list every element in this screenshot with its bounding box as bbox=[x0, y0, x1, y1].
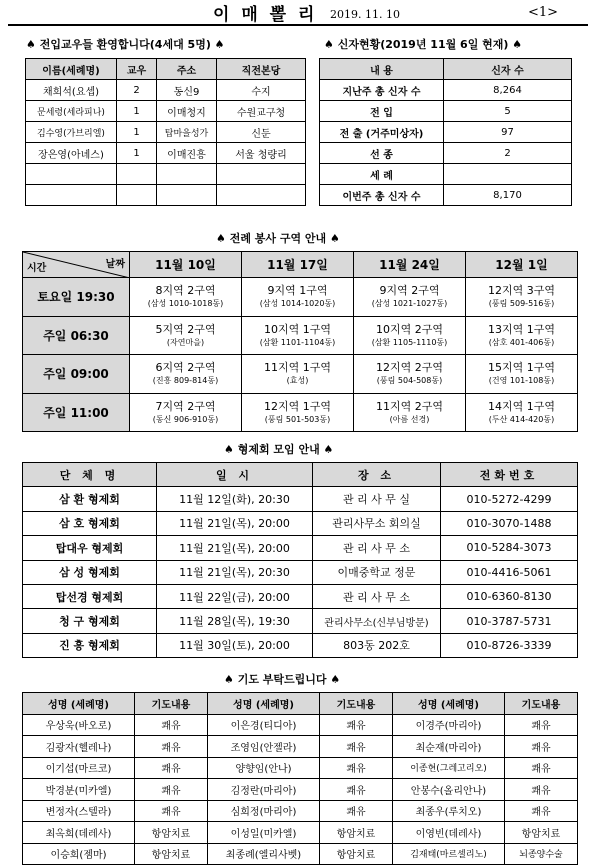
date-header: 11월 24일 bbox=[354, 252, 466, 278]
service-title: ♠ 전례 봉사 구역 안내 ♠ bbox=[216, 232, 340, 245]
prayer-intent: 쾌유 bbox=[320, 714, 393, 736]
prayer-intent: 쾌유 bbox=[320, 736, 393, 758]
person-name: 이승희(젬마) bbox=[23, 843, 135, 865]
person-name: 심희정(마리아) bbox=[208, 800, 320, 822]
table-cell: 문세령(세라피나) bbox=[26, 101, 117, 122]
phone-number: 010-6360-8130 bbox=[441, 584, 578, 608]
meetings-table bbox=[22, 462, 578, 658]
meeting-time: 11월 22일(금), 20:00 bbox=[157, 584, 313, 608]
table-cell: 이매청지 bbox=[157, 101, 217, 122]
zone-name: 7지역 2구역 bbox=[155, 399, 216, 413]
phone-number: 010-8726-3339 bbox=[441, 633, 578, 657]
meeting-time: 11월 21일(목), 20:30 bbox=[157, 560, 313, 584]
phone-number: 010-3070-1488 bbox=[441, 511, 578, 535]
table-cell bbox=[217, 185, 306, 206]
prayer-intent: 쾌유 bbox=[135, 779, 208, 801]
meeting-place: 관 리 사 무 소 bbox=[313, 536, 441, 560]
zone-cell bbox=[130, 355, 242, 394]
person-name: 이종현(그레고리오) bbox=[393, 757, 505, 779]
prayer-header-row bbox=[23, 693, 578, 715]
zone-cell bbox=[242, 355, 354, 394]
prayer-intent: 쾌유 bbox=[320, 779, 393, 801]
stat-label: 전 입 bbox=[320, 101, 444, 122]
person-name: 양향임(안나) bbox=[208, 757, 320, 779]
stat-value: 5 bbox=[444, 101, 572, 122]
meeting-place: 관 리 사 무 소 bbox=[313, 584, 441, 608]
person-name: 우상욱(바오로) bbox=[23, 714, 135, 736]
table-cell: 채희석(요셉) bbox=[26, 80, 117, 101]
prayer-intent: 쾌유 bbox=[320, 800, 393, 822]
meetings-title: ♠ 형제회 모임 안내 ♠ bbox=[224, 443, 334, 456]
table-row bbox=[26, 185, 306, 206]
table-cell bbox=[217, 164, 306, 185]
table-cell: 동신9 bbox=[157, 80, 217, 101]
zone-name: 12지역 1구역 bbox=[264, 399, 331, 413]
table-row bbox=[23, 355, 578, 394]
zone-cell bbox=[466, 316, 578, 355]
corner-date-label: 날짜 bbox=[105, 259, 125, 270]
person-name: 이은경(티디아) bbox=[208, 714, 320, 736]
zone-cell bbox=[242, 393, 354, 432]
column-header: 단 체 명 bbox=[23, 463, 157, 487]
table-cell: 1 bbox=[117, 143, 157, 164]
table-cell: 신둔 bbox=[217, 122, 306, 143]
column-header: 신자 수 bbox=[444, 59, 572, 80]
zone-cell bbox=[242, 278, 354, 317]
zone-detail: (효성) bbox=[286, 376, 309, 386]
table-row bbox=[320, 80, 572, 101]
zone-cell bbox=[130, 316, 242, 355]
table-row bbox=[23, 779, 578, 801]
table-cell: 서울 청량리 bbox=[217, 143, 306, 164]
prayer-intent: 쾌유 bbox=[505, 736, 578, 758]
zone-cell bbox=[130, 393, 242, 432]
page-number: <1> bbox=[528, 5, 559, 20]
table-row bbox=[23, 843, 578, 865]
person-name: 이기섭(마르코) bbox=[23, 757, 135, 779]
prayer-intent: 쾌유 bbox=[505, 757, 578, 779]
column-header: 성명 (세례명) bbox=[393, 693, 505, 715]
table-row bbox=[23, 536, 578, 560]
corner-time-label: 시간 bbox=[27, 263, 47, 274]
zone-cell bbox=[354, 316, 466, 355]
meeting-place: 관 리 사 무 실 bbox=[313, 487, 441, 511]
zone-detail: (두산 414-420동) bbox=[488, 414, 555, 424]
prayer-intent: 쾌유 bbox=[505, 800, 578, 822]
group-name: 탑선경 형제회 bbox=[23, 584, 157, 608]
zone-detail: (삼환 1105-1110동) bbox=[371, 337, 448, 347]
group-name: 청 구 형제회 bbox=[23, 609, 157, 633]
group-name: 삼 성 형제회 bbox=[23, 560, 157, 584]
welcome-table bbox=[25, 58, 306, 206]
date-header: 11월 10일 bbox=[130, 252, 242, 278]
zone-cell bbox=[354, 278, 466, 317]
table-row bbox=[23, 393, 578, 432]
person-name: 김광자(헬레나) bbox=[23, 736, 135, 758]
zone-cell bbox=[466, 355, 578, 394]
zone-name: 11지역 2구역 bbox=[376, 399, 443, 413]
person-name: 변정자(스텔라) bbox=[23, 800, 135, 822]
table-cell: 수원교구청 bbox=[217, 101, 306, 122]
zone-name: 10지역 1구역 bbox=[264, 322, 331, 336]
column-header: 내 용 bbox=[320, 59, 444, 80]
stat-label: 지난주 총 신자 수 bbox=[320, 80, 444, 101]
group-name: 탑대우 형제회 bbox=[23, 536, 157, 560]
prayer-intent: 쾌유 bbox=[505, 779, 578, 801]
mass-time: 토요일 19:30 bbox=[23, 278, 130, 317]
table-cell bbox=[117, 185, 157, 206]
welcome-header-row bbox=[26, 59, 306, 80]
person-name: 조영임(안젤라) bbox=[208, 736, 320, 758]
table-cell: 2 bbox=[117, 80, 157, 101]
prayer-title: ♠ 기도 부탁드립니다 ♠ bbox=[224, 673, 341, 686]
prayer-intent: 쾌유 bbox=[135, 800, 208, 822]
column-header: 성명 (세례명) bbox=[23, 693, 135, 715]
table-row bbox=[23, 822, 578, 844]
mass-time: 주일 11:00 bbox=[23, 393, 130, 432]
table-row bbox=[26, 101, 306, 122]
zone-name: 6지역 2구역 bbox=[155, 361, 216, 375]
person-name: 최종례(엘리사벳) bbox=[208, 843, 320, 865]
table-cell bbox=[26, 185, 117, 206]
bulletin-title: 이 매 뽈 리 bbox=[213, 5, 318, 25]
person-name: 이경주(마리아) bbox=[393, 714, 505, 736]
zone-name: 9지역 2구역 bbox=[379, 284, 440, 298]
zone-cell bbox=[354, 393, 466, 432]
table-row bbox=[23, 278, 578, 317]
stat-value: 8,170 bbox=[444, 185, 572, 206]
table-row bbox=[26, 122, 306, 143]
zone-name: 15지역 1구역 bbox=[488, 361, 555, 375]
column-header: 성명 (세례명) bbox=[208, 693, 320, 715]
table-cell bbox=[26, 164, 117, 185]
prayer-intent: 항암치료 bbox=[505, 822, 578, 844]
meeting-place: 관리사무소 회의실 bbox=[313, 511, 441, 535]
prayer-table bbox=[22, 692, 578, 865]
phone-number: 010-5284-3073 bbox=[441, 536, 578, 560]
zone-detail: (삼호 401-406동) bbox=[488, 337, 555, 347]
zone-detail: (풍림 509-516동) bbox=[488, 299, 555, 309]
zone-cell bbox=[466, 393, 578, 432]
table-row bbox=[23, 609, 578, 633]
stat-label: 세 례 bbox=[320, 164, 444, 185]
table-cell: 이매진흥 bbox=[157, 143, 217, 164]
meeting-time: 11월 28일(목), 19:30 bbox=[157, 609, 313, 633]
table-cell bbox=[157, 164, 217, 185]
zone-name: 5지역 2구역 bbox=[155, 322, 216, 336]
table-row bbox=[23, 584, 578, 608]
zone-name: 12지역 2구역 bbox=[376, 361, 443, 375]
zone-detail: (삼성 1021-1027동) bbox=[371, 299, 448, 309]
column-header: 이름(세례명) bbox=[26, 59, 117, 80]
person-name: 최종우(루치오) bbox=[393, 800, 505, 822]
zone-detail: (아름 선경) bbox=[389, 414, 430, 424]
person-name: 최순재(마리아) bbox=[393, 736, 505, 758]
phone-number: 010-4416-5061 bbox=[441, 560, 578, 584]
stat-label: 전 출 (거주미상자) bbox=[320, 122, 444, 143]
zone-detail: (동신 906-910동) bbox=[152, 414, 219, 424]
welcome-title: ♠ 전입교우들 환영합니다(4세대 5명) ♠ bbox=[26, 38, 225, 51]
prayer-intent: 항암치료 bbox=[135, 822, 208, 844]
meeting-time: 11월 12일(화), 20:30 bbox=[157, 487, 313, 511]
column-header: 주소 bbox=[157, 59, 217, 80]
date-header: 11월 17일 bbox=[242, 252, 354, 278]
meeting-place: 이매중학교 정문 bbox=[313, 560, 441, 584]
prayer-intent: 항암치료 bbox=[135, 843, 208, 865]
zone-detail: (자연마을) bbox=[166, 337, 205, 347]
service-header-row bbox=[23, 252, 578, 278]
table-row bbox=[320, 185, 572, 206]
table-row bbox=[23, 560, 578, 584]
column-header: 장 소 bbox=[313, 463, 441, 487]
group-name: 삼 호 형제회 bbox=[23, 511, 157, 535]
bulletin-date: 2019. 11. 10 bbox=[330, 8, 400, 21]
mass-time: 주일 06:30 bbox=[23, 316, 130, 355]
meeting-time: 11월 30일(토), 20:00 bbox=[157, 633, 313, 657]
column-header: 기도내용 bbox=[505, 693, 578, 715]
column-header: 일 시 bbox=[157, 463, 313, 487]
table-row bbox=[26, 164, 306, 185]
stats-header-row bbox=[320, 59, 572, 80]
table-cell: 장은영(아녜스) bbox=[26, 143, 117, 164]
stat-label: 선 종 bbox=[320, 143, 444, 164]
column-header: 기도내용 bbox=[135, 693, 208, 715]
stat-value bbox=[444, 164, 572, 185]
zone-detail: (건영 101-108동) bbox=[488, 376, 555, 386]
column-header: 직전본당 bbox=[217, 59, 306, 80]
table-row bbox=[23, 736, 578, 758]
prayer-intent: 쾌유 bbox=[135, 757, 208, 779]
zone-detail: (삼성 1014-1020동) bbox=[259, 299, 336, 309]
stat-value: 8,264 bbox=[444, 80, 572, 101]
zone-detail: (풍림 504-508동) bbox=[376, 376, 443, 386]
person-name: 박경분(미카엘) bbox=[23, 779, 135, 801]
prayer-intent: 쾌유 bbox=[135, 714, 208, 736]
table-cell bbox=[117, 164, 157, 185]
person-name: 김재태(마르셀리노) bbox=[393, 843, 505, 865]
table-row bbox=[23, 800, 578, 822]
meetings-header-row bbox=[23, 463, 578, 487]
table-row bbox=[23, 316, 578, 355]
stats-table bbox=[319, 58, 572, 206]
table-cell: 탑마을성가 bbox=[157, 122, 217, 143]
person-name: 최옥희(데레사) bbox=[23, 822, 135, 844]
prayer-intent: 쾌유 bbox=[320, 757, 393, 779]
zone-detail: (풍림 501-503동) bbox=[264, 414, 331, 424]
table-row bbox=[26, 80, 306, 101]
zone-name: 11지역 1구역 bbox=[264, 361, 331, 375]
table-row bbox=[23, 714, 578, 736]
zone-name: 14지역 1구역 bbox=[488, 399, 555, 413]
service-table bbox=[22, 251, 578, 432]
table-cell: 1 bbox=[117, 101, 157, 122]
person-name: 김정란(마리아) bbox=[208, 779, 320, 801]
meeting-place: 관리사무소(신부님방문) bbox=[313, 609, 441, 633]
table-row bbox=[23, 487, 578, 511]
meeting-time: 11월 21일(목), 20:00 bbox=[157, 511, 313, 535]
zone-cell bbox=[466, 278, 578, 317]
zone-detail: (삼환 1101-1104동) bbox=[259, 337, 336, 347]
zone-name: 8지역 2구역 bbox=[155, 284, 216, 298]
column-header: 전화번호 bbox=[441, 463, 578, 487]
table-row bbox=[320, 164, 572, 185]
column-header: 교우 bbox=[117, 59, 157, 80]
date-header: 12월 1일 bbox=[466, 252, 578, 278]
zone-cell bbox=[354, 355, 466, 394]
zone-detail: (삼성 1010-1018동) bbox=[147, 299, 224, 309]
mass-time: 주일 09:00 bbox=[23, 355, 130, 394]
prayer-intent: 뇌종양수술 bbox=[505, 843, 578, 865]
person-name: 안봉수(올리안나) bbox=[393, 779, 505, 801]
person-name: 이영빈(데레사) bbox=[393, 822, 505, 844]
phone-number: 010-3787-5731 bbox=[441, 609, 578, 633]
zone-detail: (진흥 809-814동) bbox=[152, 376, 219, 386]
meeting-time: 11월 21일(목), 20:00 bbox=[157, 536, 313, 560]
zone-cell bbox=[130, 278, 242, 317]
zone-name: 10지역 2구역 bbox=[376, 322, 443, 336]
prayer-intent: 항암치료 bbox=[320, 822, 393, 844]
zone-name: 13지역 1구역 bbox=[488, 322, 555, 336]
stats-title: ♠ 신자현황(2019년 11월 6일 현재) ♠ bbox=[324, 38, 523, 51]
table-cell: 수지 bbox=[217, 80, 306, 101]
stat-value: 2 bbox=[444, 143, 572, 164]
table-row bbox=[23, 757, 578, 779]
prayer-intent: 항암치료 bbox=[320, 843, 393, 865]
table-row bbox=[26, 143, 306, 164]
table-row bbox=[320, 122, 572, 143]
group-name: 진 흥 형제회 bbox=[23, 633, 157, 657]
person-name: 이성일(미카엘) bbox=[208, 822, 320, 844]
prayer-intent: 쾌유 bbox=[135, 736, 208, 758]
zone-name: 12지역 3구역 bbox=[488, 284, 555, 298]
column-header: 기도내용 bbox=[320, 693, 393, 715]
phone-number: 010-5272-4299 bbox=[441, 487, 578, 511]
zone-name: 9지역 1구역 bbox=[267, 284, 328, 298]
table-cell bbox=[157, 185, 217, 206]
time-date-corner bbox=[23, 252, 130, 278]
table-row bbox=[320, 143, 572, 164]
prayer-intent: 쾌유 bbox=[505, 714, 578, 736]
table-row bbox=[320, 101, 572, 122]
group-name: 삼 환 형제회 bbox=[23, 487, 157, 511]
zone-cell bbox=[242, 316, 354, 355]
table-cell: 김수영(가브리엘) bbox=[26, 122, 117, 143]
meeting-place: 803동 202호 bbox=[313, 633, 441, 657]
table-row bbox=[23, 633, 578, 657]
table-cell: 1 bbox=[117, 122, 157, 143]
stat-label: 이번주 총 신자 수 bbox=[320, 185, 444, 206]
stat-value: 97 bbox=[444, 122, 572, 143]
table-row bbox=[23, 511, 578, 535]
